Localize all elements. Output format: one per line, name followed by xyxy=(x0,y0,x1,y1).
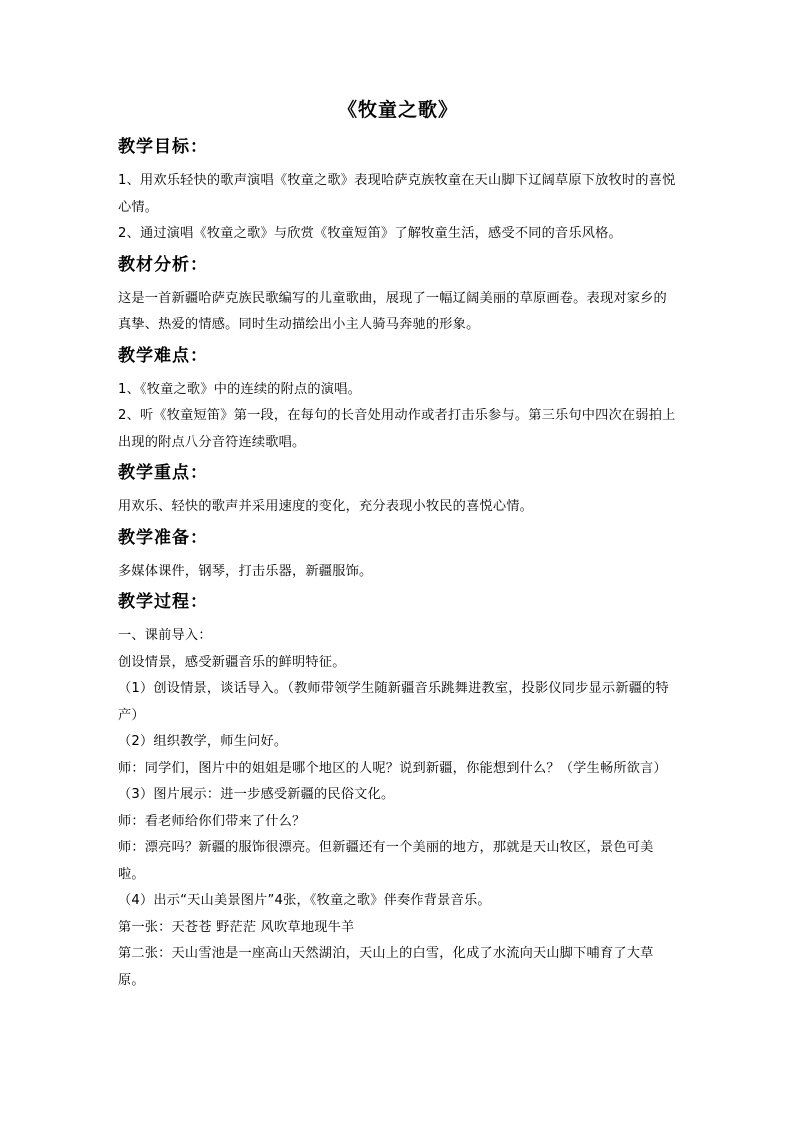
paragraph: 这是一首新疆哈萨克族民歌编写的儿童歌曲，展现了一幅辽阔美丽的草原画卷。表现对家乡的真挚、热爱的情感。同时生动描绘出小主人骑马奔驰的形象。 xyxy=(118,290,667,332)
paragraph: 师：漂亮吗？新疆的服饰很漂亮。但新疆还有一个美丽的地方，那就是天山牧区，景色可美啦。 xyxy=(118,840,654,882)
paragraph: 一、课前导入： xyxy=(118,628,212,643)
paragraph: 第二张：天山雪池是一座高山天然湖泊，天山上的白雪，化成了水流向天山脚下哺育了大草原。 xyxy=(118,946,654,988)
paragraph: 1、《牧童之歌》中的连续的附点的演唱。 xyxy=(118,381,361,397)
paragraph: 第一张：天苍苍 野茫茫 风吹草地现牛羊 xyxy=(118,919,355,935)
section-process xyxy=(118,589,678,994)
paragraph: 多媒体课件，钢琴，打击乐器，新疆服饰。 xyxy=(118,563,373,579)
paragraph: （2）组织教学，师生问好。 xyxy=(118,734,288,749)
section-heading-material-analysis: 教材分析： xyxy=(118,254,208,275)
paragraph: 2、听《牧童短笛》第一段，在每句的长音处用动作或者打击乐参与。第三乐句中四次在弱拍上出现的附点八分音符连续歌唱。 xyxy=(118,408,676,450)
document-title: 《牧童之歌》 xyxy=(337,99,458,121)
paragraph: 1、用欢乐轻快的歌声演唱《牧童之歌》表现哈萨克族牧童在天山脚下辽阔草原下放牧时的喜悦心情。 xyxy=(118,173,676,215)
section-key-points xyxy=(118,460,678,521)
paragraph: 用欢乐、轻快的歌声并采用速度的变化，充分表现小牧民的喜悦心情。 xyxy=(118,499,534,514)
paragraph: 师：同学们，图片中的姐姐是哪个地区的人呢？说到新疆，你能想到什么？（学生畅所欲言） xyxy=(118,760,667,776)
paragraph: （1）创设情景，谈话导入。（教师带领学生随新疆音乐跳舞进教室，投影仪同步显示新疆的特产） xyxy=(118,681,669,723)
section-heading-objectives: 教学目标： xyxy=(118,137,208,157)
document-page xyxy=(118,96,678,994)
paragraph: 师：看老师给你们带来了什么？ xyxy=(118,813,306,829)
paragraph: （4）出示“天山美景图片”4张，《牧童之歌》伴奏作背景音乐。 xyxy=(118,893,491,908)
paragraph: 2、通过演唱《牧童之歌》与欣赏《牧童短笛》了解牧童生活，感受不同的音乐风格。 xyxy=(118,226,622,241)
section-preparation xyxy=(118,525,678,586)
paragraph: 创设情景，感受新疆音乐的鲜明特征。 xyxy=(118,654,346,670)
paragraph: （3）图片展示：进一步感受新疆的民俗文化。 xyxy=(118,787,395,802)
section-material-analysis xyxy=(118,252,678,339)
section-objectives xyxy=(118,134,678,248)
section-heading-difficulties: 教学难点： xyxy=(118,345,208,366)
section-difficulties xyxy=(118,343,678,457)
section-heading-preparation: 教学准备： xyxy=(118,527,208,548)
section-heading-key-points: 教学重点： xyxy=(118,463,208,483)
section-heading-process: 教学过程： xyxy=(118,592,208,612)
